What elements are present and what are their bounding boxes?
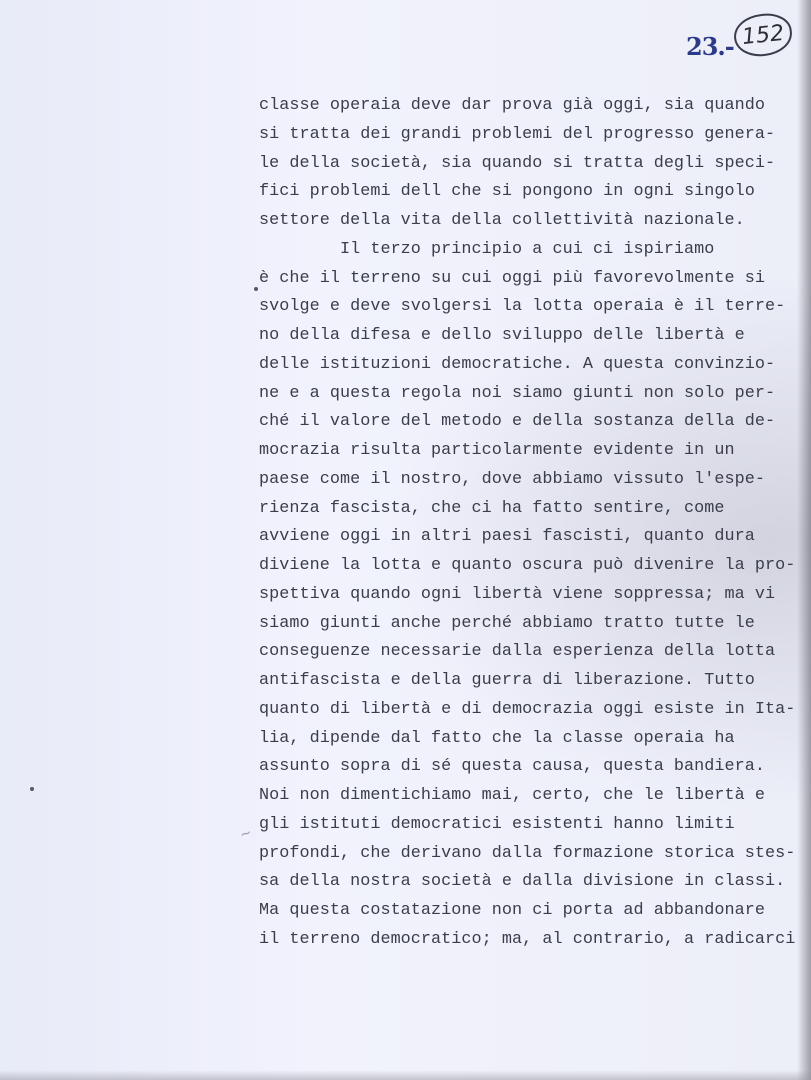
text-line: rienza fascista, che ci ha fatto sentire, come bbox=[259, 498, 725, 518]
text-line: classe operaia deve dar prova già oggi, sia quando bbox=[259, 96, 766, 115]
text-line: avviene oggi in altri paesi fascisti, quanto dura bbox=[259, 527, 755, 547]
text-line: conseguenze necessarie dalla esperienza della lotta bbox=[259, 642, 776, 662]
text-line: Ma questa costatazione non ci porta ad abbandonare bbox=[259, 901, 766, 920]
text-line: Noi non dimentichiamo mai, certo, che le libertà e bbox=[259, 786, 766, 805]
text-line: delle istituzioni democratiche. A questa convinzio- bbox=[259, 354, 776, 374]
typewritten-text bbox=[259, 92, 804, 955]
text-line: settore della vita della collettività nazionale. bbox=[259, 211, 745, 230]
text-line: assunto sopra di sé questa causa, questa bandiera. bbox=[259, 757, 766, 777]
text-line: svolge e deve svolgersi la lotta operaia è il terre- bbox=[259, 297, 786, 317]
text-line: fici problemi dell che si pongono in ogni singolo bbox=[259, 182, 755, 202]
text-line: no della difesa e dello sviluppo delle libertà e bbox=[259, 326, 745, 345]
text-line: gli istituti democratici esistenti hanno limiti bbox=[259, 814, 735, 834]
page-number: 23.- bbox=[686, 32, 734, 61]
text-line: si tratta dei grandi problemi del progresso genera- bbox=[259, 124, 776, 144]
text-line: le della società, sia quando si tratta degli speci- bbox=[259, 153, 776, 173]
pencil-mark: ~ bbox=[237, 824, 255, 844]
text-line: diviene la lotta e quanto oscura può divenire la pro- bbox=[259, 556, 796, 575]
text-line: mocrazia risulta particolarmente evidente in un bbox=[259, 441, 735, 460]
text-line: sa della nostra società e dalla divisione in classi. bbox=[259, 872, 786, 892]
margin-dot bbox=[30, 787, 34, 791]
text-line: profondi, che derivano dalla formazione storica stes- bbox=[259, 843, 796, 863]
text-line: spettiva quando ogni libertà viene soppressa; ma vi bbox=[259, 584, 776, 604]
text-line: paese come il nostro, dove abbiamo vissuto l'espe- bbox=[259, 469, 766, 489]
text-line: il terreno democratico; ma, al contrario, a radicarci bbox=[259, 929, 796, 949]
text-line: antifascista e della guerra di liberazione. Tutto bbox=[259, 671, 755, 690]
text-line: lia, dipende dal fatto che la classe operaia ha bbox=[259, 728, 735, 748]
text-line: Il terzo principio a cui ci ispiriamo bbox=[259, 239, 715, 259]
text-line: siamo giunti anche perché abbiamo tratto tutte le bbox=[259, 613, 755, 633]
text-line: ché il valore del metodo e della sostanza della de- bbox=[259, 412, 776, 432]
archive-stamp-number: 152 bbox=[732, 11, 794, 59]
margin-dot bbox=[254, 287, 258, 291]
page-bottom-shadow bbox=[0, 1070, 811, 1080]
text-line: quanto di libertà e di democrazia oggi esiste in Ita- bbox=[259, 699, 796, 719]
text-line: ne e a questa regola noi siamo giunti non solo per- bbox=[259, 383, 776, 403]
text-line: è che il terreno su cui oggi più favorevolmente si bbox=[259, 268, 766, 288]
